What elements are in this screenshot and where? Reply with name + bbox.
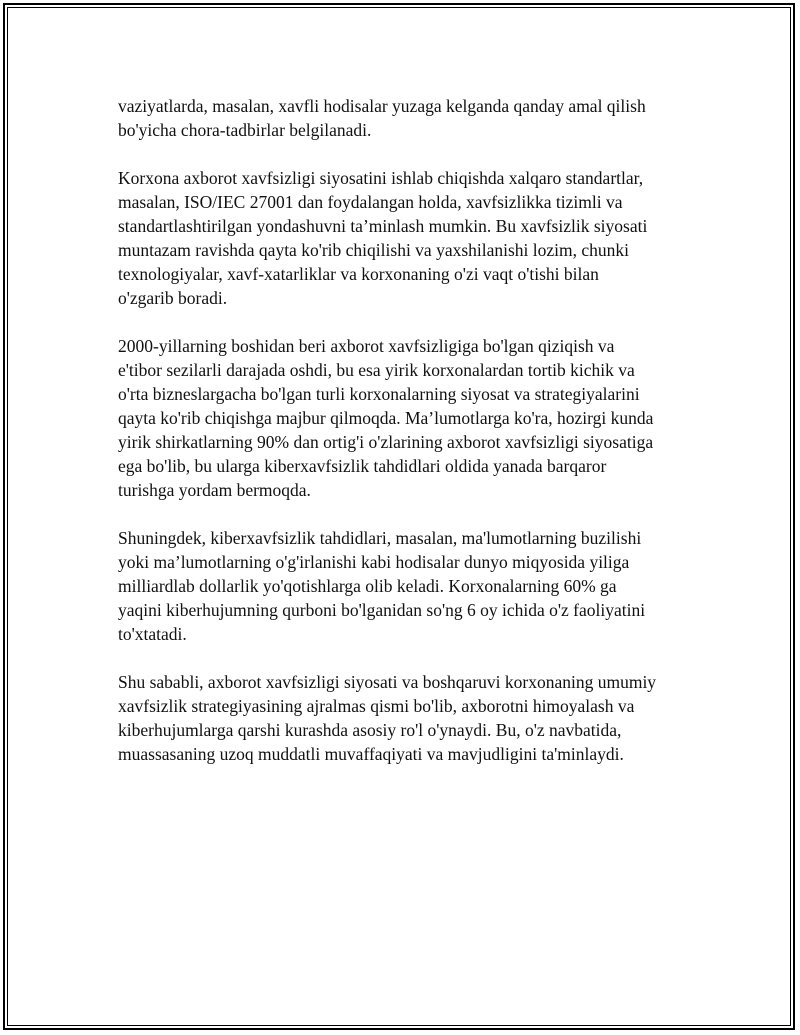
paragraph-2: Korxona axborot xavfsizligi siyosatini ishlab chiqishda xalqaro standartlar, masalan, ISO/IEC 27001 dan foydalangan holda, xavfsizlikka tizimli va standartlashtirilgan yondashuvni ta’minlash mumkin. Bu xavfsizlik siyosati muntazam ravishda qayta ko'rib chiqilishi va yaxshilanishi lozim, chunki texnologiyalar, xavf-xatarliklar va korxonaning o'zi vaqt o'tishi bilan o'zgarib boradi. bbox=[118, 168, 648, 308]
paragraph-4: Shuningdek, kiberxavfsizlik tahdidlari, masalan, ma'lumotlarning buzilishi yoki ma’lumotlarning o'g'irlanishi kabi hodisalar dunyo miqyosida yiliga milliardlab dollarlik yo'qotishlarga olib keladi. Korxonalarning 60% ga yaqini kiberhujumning qurboni bo'lganidan so'ng 6 oy ichida o'z faoliyatini to'xtatadi. bbox=[118, 528, 646, 644]
document-body bbox=[118, 94, 708, 790]
paragraph-3: 2000-yillarning boshidan beri axborot xavfsizligiga bo'lgan qiziqish va e'tibor sezilarli darajada oshdi, bu esa yirik korxonalardan tortib kichik va o'rta bizneslargacha bo'lgan turli korxonalarning siyosat va strategiyalarini qayta ko'rib chiqishga majbur qilmoqda. Ma’lumotlarga ko'ra, hozirgi kunda yirik shirkatlarning 90% dan ortig'i o'zlarining axborot xavfsizligi siyosatiga ega bo'lib, bu ularga kiberxavfsizlik tahdidlari oldida yanada barqaror turishga yordam bermoqda. bbox=[118, 336, 654, 500]
paragraph-1: vaziyatlarda, masalan, xavfli hodisalar yuzaga kelganda qanday amal qilish bo'yicha chora-tadbirlar belgilanadi. bbox=[118, 96, 646, 140]
paragraph-5: Shu sababli, axborot xavfsizligi siyosati va boshqaruvi korxonaning umumiy xavfsizlik strategiyasining ajralmas qismi bo'lib, axborotni himoyalash va kiberhujumlarga qarshi kurashda asosiy ro'l o'ynaydi. Bu, o'z navbatida, muassasaning uzoq muddatli muvaffaqiyati va mavjudligini ta'minlaydi. bbox=[118, 672, 657, 764]
